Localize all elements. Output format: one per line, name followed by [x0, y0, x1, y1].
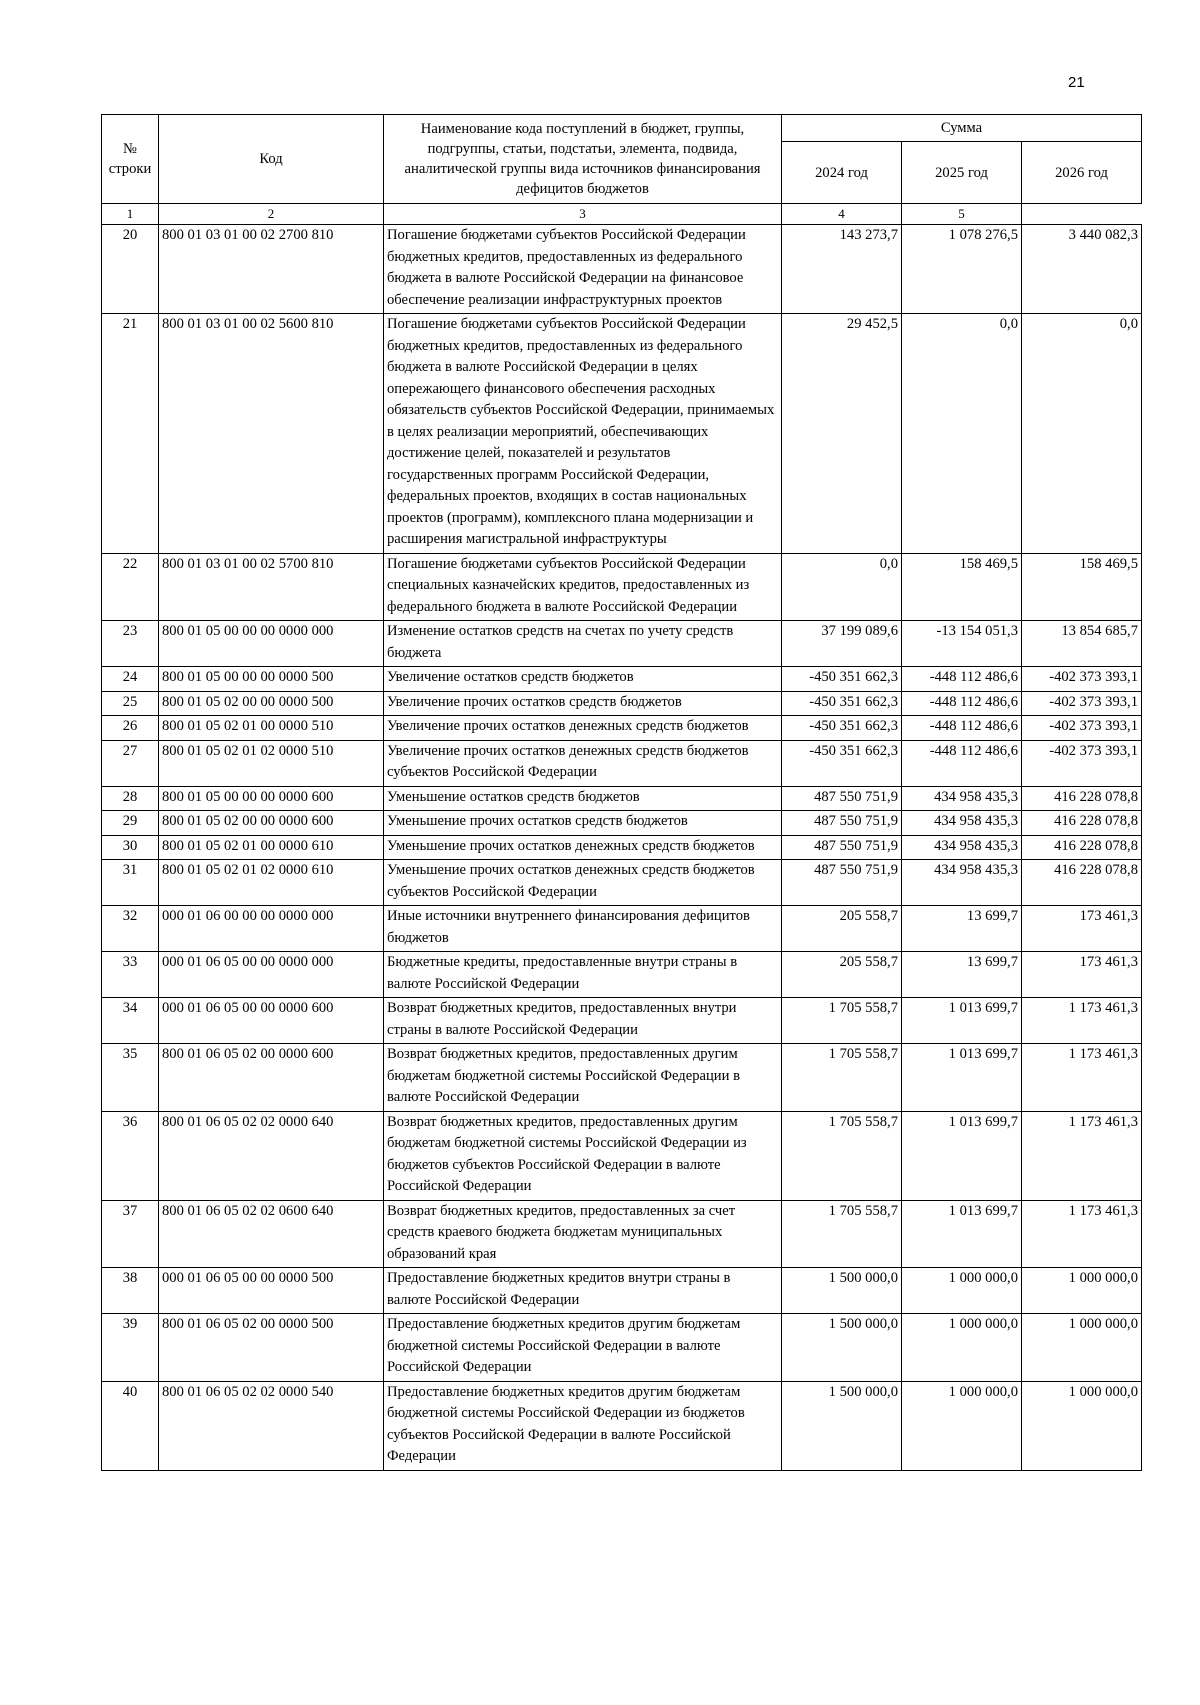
row-number: 30 — [102, 835, 159, 860]
table-row — [102, 860, 1142, 906]
table-row — [102, 998, 1142, 1044]
source-name: Предоставление бюджетных кредитов другим бюджетам бюджетной системы Российской Федерации в валюте Российской Федерации — [384, 1314, 782, 1382]
amount-2026: 416 228 078,8 — [1022, 811, 1142, 836]
amount-2025: -448 112 486,6 — [902, 667, 1022, 692]
table-row — [102, 835, 1142, 860]
table-row — [102, 1200, 1142, 1268]
budget-code: 800 01 03 01 00 02 5600 810 — [159, 314, 384, 554]
amount-2025: 1 000 000,0 — [902, 1268, 1022, 1314]
amount-2025: 1 013 699,7 — [902, 1044, 1022, 1112]
table-row — [102, 1268, 1142, 1314]
amount-2026: 1 000 000,0 — [1022, 1381, 1142, 1470]
amount-2026: 3 440 082,3 — [1022, 225, 1142, 314]
amount-2024: -450 351 662,3 — [782, 667, 902, 692]
table-row — [102, 1044, 1142, 1112]
budget-code: 800 01 05 00 00 00 0000 000 — [159, 621, 384, 667]
header-year-2025: 2025 год — [902, 142, 1022, 204]
budget-code: 000 01 06 00 00 00 0000 000 — [159, 906, 384, 952]
amount-2025: -13 154 051,3 — [902, 621, 1022, 667]
amount-2024: 143 273,7 — [782, 225, 902, 314]
table-row — [102, 621, 1142, 667]
row-number: 34 — [102, 998, 159, 1044]
amount-2025: 13 699,7 — [902, 906, 1022, 952]
budget-code: 000 01 06 05 00 00 0000 000 — [159, 952, 384, 998]
table-row — [102, 952, 1142, 998]
amount-2026: 1 173 461,3 — [1022, 998, 1142, 1044]
amount-2026: 173 461,3 — [1022, 952, 1142, 998]
amount-2025: 434 958 435,3 — [902, 835, 1022, 860]
table-row — [102, 1314, 1142, 1382]
amount-2025: 434 958 435,3 — [902, 786, 1022, 811]
amount-2024: 1 705 558,7 — [782, 1200, 902, 1268]
table-row — [102, 1111, 1142, 1200]
table-row — [102, 906, 1142, 952]
amount-2025: 1 078 276,5 — [902, 225, 1022, 314]
source-name: Возврат бюджетных кредитов, предоставленных за счет средств краевого бюджета бюджетам муниципальных образований края — [384, 1200, 782, 1268]
budget-code: 800 01 05 02 00 00 0000 600 — [159, 811, 384, 836]
column-number: 4 — [782, 204, 902, 225]
row-number: 35 — [102, 1044, 159, 1112]
row-number: 26 — [102, 716, 159, 741]
source-name: Уменьшение прочих остатков денежных средств бюджетов — [384, 835, 782, 860]
table-body — [102, 225, 1142, 1471]
column-number: 3 — [384, 204, 782, 225]
budget-code: 800 01 05 02 01 00 0000 610 — [159, 835, 384, 860]
page-number: 21 — [1068, 74, 1085, 91]
amount-2024: 1 500 000,0 — [782, 1314, 902, 1382]
amount-2024: 487 550 751,9 — [782, 786, 902, 811]
row-number: 23 — [102, 621, 159, 667]
budget-code: 000 01 06 05 00 00 0000 600 — [159, 998, 384, 1044]
amount-2025: 434 958 435,3 — [902, 811, 1022, 836]
table-row — [102, 1381, 1142, 1470]
row-number: 29 — [102, 811, 159, 836]
amount-2024: 487 550 751,9 — [782, 860, 902, 906]
source-name: Погашение бюджетами субъектов Российской Федерации бюджетных кредитов, предоставленных из федерального бюджета в валюте Российской Федерации в целях опережающего финансового обеспечения расходных обязательств субъектов Российской Федерации, принимаемых в целях реализации мероприятий, обеспечивающих достижение целей, показателей и результатов государственных программ Российской Федерации, федеральных проектов, входящих в состав национальных проектов (программ), комплексного плана модернизации и расширения магистральной инфраструктуры — [384, 314, 782, 554]
source-name: Изменение остатков средств на счетах по учету средств бюджета — [384, 621, 782, 667]
amount-2024: 205 558,7 — [782, 952, 902, 998]
amount-2025: 434 958 435,3 — [902, 860, 1022, 906]
amount-2026: -402 373 393,1 — [1022, 716, 1142, 741]
row-number: 39 — [102, 1314, 159, 1382]
table-row — [102, 225, 1142, 314]
row-number: 36 — [102, 1111, 159, 1200]
amount-2025: -448 112 486,6 — [902, 716, 1022, 741]
budget-code: 800 01 05 00 00 00 0000 600 — [159, 786, 384, 811]
column-numbers-row — [102, 204, 1142, 225]
amount-2025: 1 000 000,0 — [902, 1314, 1022, 1382]
budget-code: 800 01 06 05 02 00 0000 500 — [159, 1314, 384, 1382]
budget-code: 800 01 06 05 02 00 0000 600 — [159, 1044, 384, 1112]
amount-2024: 1 705 558,7 — [782, 1044, 902, 1112]
amount-2026: 173 461,3 — [1022, 906, 1142, 952]
row-number: 21 — [102, 314, 159, 554]
amount-2026: 1 000 000,0 — [1022, 1314, 1142, 1382]
table-row — [102, 811, 1142, 836]
amount-2026: 1 173 461,3 — [1022, 1111, 1142, 1200]
row-number: 24 — [102, 667, 159, 692]
source-name: Погашение бюджетами субъектов Российской Федерации бюджетных кредитов, предоставленных из федерального бюджета в валюте Российской Федерации на финансовое обеспечение реализации инфраструктурных проектов — [384, 225, 782, 314]
amount-2024: 1 500 000,0 — [782, 1268, 902, 1314]
amount-2026: 416 228 078,8 — [1022, 786, 1142, 811]
amount-2026: 1 173 461,3 — [1022, 1044, 1142, 1112]
column-number: 5 — [902, 204, 1022, 225]
source-name: Увеличение прочих остатков средств бюджетов — [384, 691, 782, 716]
row-number: 38 — [102, 1268, 159, 1314]
source-name: Увеличение остатков средств бюджетов — [384, 667, 782, 692]
amount-2026: -402 373 393,1 — [1022, 691, 1142, 716]
row-number: 20 — [102, 225, 159, 314]
amount-2024: 37 199 089,6 — [782, 621, 902, 667]
amount-2024: 1 500 000,0 — [782, 1381, 902, 1470]
header-name: Наименование кода поступлений в бюджет, группы, подгруппы, статьи, подстатьи, элемента, подвида, аналитической группы вида источников финансирования дефицитов бюджетов — [384, 115, 782, 204]
row-number: 22 — [102, 553, 159, 621]
budget-code: 800 01 05 02 01 02 0000 610 — [159, 860, 384, 906]
source-name: Возврат бюджетных кредитов, предоставленных внутри страны в валюте Российской Федерации — [384, 998, 782, 1044]
table-row — [102, 786, 1142, 811]
amount-2024: -450 351 662,3 — [782, 691, 902, 716]
source-name: Уменьшение прочих остатков средств бюджетов — [384, 811, 782, 836]
amount-2025: 13 699,7 — [902, 952, 1022, 998]
amount-2024: 29 452,5 — [782, 314, 902, 554]
table-header — [102, 115, 1142, 225]
header-code: Код — [159, 115, 384, 204]
row-number: 28 — [102, 786, 159, 811]
header-row-no: № строки — [102, 115, 159, 204]
row-number: 25 — [102, 691, 159, 716]
budget-code: 800 01 06 05 02 02 0600 640 — [159, 1200, 384, 1268]
budget-code: 000 01 06 05 00 00 0000 500 — [159, 1268, 384, 1314]
row-number: 32 — [102, 906, 159, 952]
table-row — [102, 314, 1142, 554]
row-number: 33 — [102, 952, 159, 998]
column-number: 1 — [102, 204, 159, 225]
amount-2024: 0,0 — [782, 553, 902, 621]
amount-2025: 1 013 699,7 — [902, 1200, 1022, 1268]
source-name: Погашение бюджетами субъектов Российской Федерации специальных казначейских кредитов, предоставленных из федерального бюджета в валюте Российской Федерации — [384, 553, 782, 621]
amount-2026: 1 000 000,0 — [1022, 1268, 1142, 1314]
amount-2024: -450 351 662,3 — [782, 740, 902, 786]
table-row — [102, 691, 1142, 716]
table-row — [102, 716, 1142, 741]
amount-2026: -402 373 393,1 — [1022, 740, 1142, 786]
amount-2024: -450 351 662,3 — [782, 716, 902, 741]
amount-2025: 1 013 699,7 — [902, 1111, 1022, 1200]
column-number: 2 — [159, 204, 384, 225]
budget-code: 800 01 05 02 00 00 0000 500 — [159, 691, 384, 716]
budget-sources-table — [101, 114, 1142, 1471]
amount-2025: 1 013 699,7 — [902, 998, 1022, 1044]
amount-2026: 158 469,5 — [1022, 553, 1142, 621]
row-number: 40 — [102, 1381, 159, 1470]
amount-2025: -448 112 486,6 — [902, 691, 1022, 716]
header-year-2024: 2024 год — [782, 142, 902, 204]
source-name: Увеличение прочих остатков денежных средств бюджетов — [384, 716, 782, 741]
row-number: 37 — [102, 1200, 159, 1268]
source-name: Бюджетные кредиты, предоставленные внутри страны в валюте Российской Федерации — [384, 952, 782, 998]
header-sum: Сумма — [782, 115, 1142, 142]
table-row — [102, 667, 1142, 692]
amount-2024: 1 705 558,7 — [782, 998, 902, 1044]
budget-code: 800 01 03 01 00 02 5700 810 — [159, 553, 384, 621]
amount-2026: 1 173 461,3 — [1022, 1200, 1142, 1268]
source-name: Предоставление бюджетных кредитов другим бюджетам бюджетной системы Российской Федерации из бюджетов субъектов Российской Федерации в валюте Российской Федерации — [384, 1381, 782, 1470]
header-year-2026: 2026 год — [1022, 142, 1142, 204]
source-name: Предоставление бюджетных кредитов внутри страны в валюте Российской Федерации — [384, 1268, 782, 1314]
source-name: Уменьшение прочих остатков денежных средств бюджетов субъектов Российской Федерации — [384, 860, 782, 906]
budget-code: 800 01 05 02 01 00 0000 510 — [159, 716, 384, 741]
amount-2026: 13 854 685,7 — [1022, 621, 1142, 667]
amount-2025: 1 000 000,0 — [902, 1381, 1022, 1470]
amount-2025: 158 469,5 — [902, 553, 1022, 621]
table-row — [102, 553, 1142, 621]
amount-2024: 205 558,7 — [782, 906, 902, 952]
amount-2026: -402 373 393,1 — [1022, 667, 1142, 692]
budget-code: 800 01 06 05 02 02 0000 540 — [159, 1381, 384, 1470]
amount-2026: 416 228 078,8 — [1022, 835, 1142, 860]
budget-code: 800 01 06 05 02 02 0000 640 — [159, 1111, 384, 1200]
budget-code: 800 01 03 01 00 02 2700 810 — [159, 225, 384, 314]
amount-2024: 487 550 751,9 — [782, 811, 902, 836]
amount-2024: 1 705 558,7 — [782, 1111, 902, 1200]
source-name: Иные источники внутреннего финансирования дефицитов бюджетов — [384, 906, 782, 952]
source-name: Возврат бюджетных кредитов, предоставленных другим бюджетам бюджетной системы Российской Федерации из бюджетов субъектов Российской Федерации в валюте Российской Федерации — [384, 1111, 782, 1200]
budget-code: 800 01 05 00 00 00 0000 500 — [159, 667, 384, 692]
amount-2025: 0,0 — [902, 314, 1022, 554]
source-name: Увеличение прочих остатков денежных средств бюджетов субъектов Российской Федерации — [384, 740, 782, 786]
amount-2026: 0,0 — [1022, 314, 1142, 554]
table-row — [102, 740, 1142, 786]
amount-2026: 416 228 078,8 — [1022, 860, 1142, 906]
amount-2024: 487 550 751,9 — [782, 835, 902, 860]
row-number: 31 — [102, 860, 159, 906]
amount-2025: -448 112 486,6 — [902, 740, 1022, 786]
budget-code: 800 01 05 02 01 02 0000 510 — [159, 740, 384, 786]
source-name: Уменьшение остатков средств бюджетов — [384, 786, 782, 811]
row-number: 27 — [102, 740, 159, 786]
source-name: Возврат бюджетных кредитов, предоставленных другим бюджетам бюджетной системы Российской Федерации в валюте Российской Федерации — [384, 1044, 782, 1112]
